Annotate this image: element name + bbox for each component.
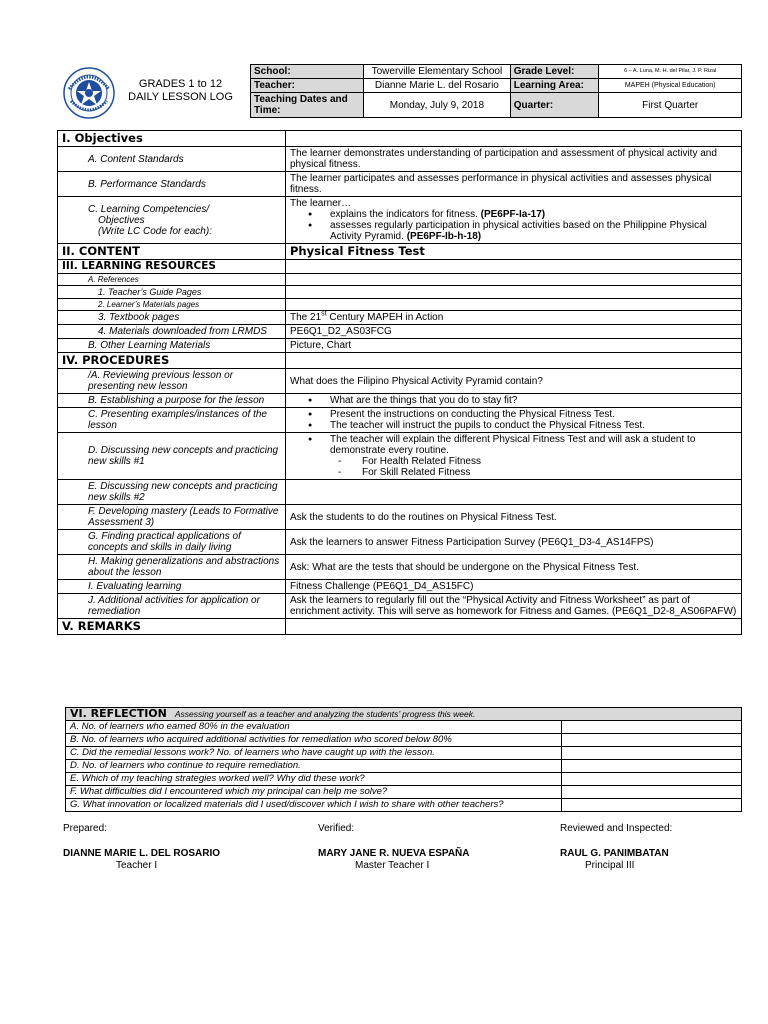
textbook-value (286, 311, 742, 325)
textbook-label: 3. Textbook pages (58, 311, 286, 325)
objectives-heading-row (58, 131, 742, 147)
other-materials-label: B. Other Learning Materials (58, 339, 286, 353)
reviewed-block (560, 823, 672, 871)
area-value: MAPEH (Physical Education) (599, 79, 742, 93)
reflection-note: Assessing yourself as a teacher and analyzing the students’ progress this week. (174, 709, 476, 719)
reflection-item: B. No. of learners who acquired additional activities for remediation who scored below 80% (66, 734, 562, 747)
content-heading: II. CONTENT (58, 244, 286, 260)
verified-block (318, 823, 470, 871)
competency-text: assesses regularly participation in physical activities based on the Philippine Physical Activity Pyramid. (330, 220, 707, 242)
competencies-label (58, 197, 286, 244)
area-label: Learning Area: (510, 79, 599, 93)
reflection-answer (562, 721, 742, 734)
reflection-item: D. No. of learners who continue to require remediation. (66, 760, 562, 773)
proc-d-row (58, 433, 742, 480)
references-row (58, 274, 742, 286)
proc-h-label: H. Making generalizations and abstractions about the lesson (58, 555, 286, 580)
school-label: School: (251, 65, 364, 79)
reflection-answer (562, 734, 742, 747)
objectives-heading: I. Objectives (58, 131, 286, 147)
proc-f-label: F. Developing mastery (Leads to Formative Assessment 3) (58, 505, 286, 530)
teacher-value: Dianne Marie L. del Rosario (364, 79, 511, 93)
reviewed-position: Principal III (585, 860, 635, 871)
reflection-row (66, 799, 742, 812)
competencies-label-line2: Objectives (98, 214, 145, 226)
reflection-item: F. What difficulties did I encountered which my principal can help me solve? (66, 786, 562, 799)
competency-code: (PE6PF-Ia-17) (480, 209, 546, 220)
reflection-answer (562, 747, 742, 760)
reflection-row (66, 721, 742, 734)
proc-j-row (58, 594, 742, 619)
proc-c-value (286, 408, 742, 433)
proc-d-label: D. Discussing new concepts and practicing new skills #1 (58, 433, 286, 480)
prepared-label: Prepared: (63, 823, 107, 834)
quarter-value: First Quarter (599, 93, 742, 118)
log-title-line2: DAILY LESSON LOG (128, 91, 233, 103)
proc-a-row (58, 369, 742, 394)
proc-d-dash-text: For Health Related Fitness (362, 456, 481, 467)
content-standards-row (58, 147, 742, 172)
proc-i-label: I. Evaluating learning (58, 580, 286, 594)
proc-f-value: Ask the students to do the routines on Physical Fitness Test. (286, 505, 742, 530)
proc-a-label: /A. Reviewing previous lesson or presenting new lesson (58, 369, 286, 394)
prepared-block (63, 823, 220, 871)
competencies-label-line1: C. Learning Competencies/ (88, 203, 210, 215)
reflection-table (65, 707, 742, 812)
verified-label: Verified: (318, 823, 355, 834)
log-title (118, 78, 243, 104)
procedures-heading-row (58, 353, 742, 369)
competencies-value (286, 197, 742, 244)
proc-b-label: B. Establishing a purpose for the lesson (58, 394, 286, 408)
resources-heading-row (58, 260, 742, 274)
proc-i-value: Fitness Challenge (PE6Q1_D4_AS15FC) (286, 580, 742, 594)
content-row (58, 244, 742, 260)
tg-pages-row (58, 286, 742, 299)
reflection-row (66, 747, 742, 760)
teacher-label: Teacher: (251, 79, 364, 93)
verified-name: MARY JANE R. NUEVA ESPAÑA (318, 848, 470, 859)
reflection-item: A. No. of learners who earned 80% in the evaluation (66, 721, 562, 734)
school-value: Towerville Elementary School (364, 65, 511, 79)
references-label: A. References (58, 274, 286, 286)
verified-position: Master Teacher I (355, 860, 430, 871)
performance-standards-label: B. Performance Standards (58, 172, 286, 197)
quarter-label: Quarter: (510, 93, 599, 118)
tg-pages-label: 1. Teacher’s Guide Pages (58, 286, 286, 299)
proc-c-item: ● The teacher will instruct the pupils to conduct the Physical Fitness Test. (330, 420, 737, 431)
reviewed-label: Reviewed and Inspected: (560, 823, 673, 834)
proc-h-value: Ask: What are the tests that should be undergone on the Physical Fitness Test. (286, 555, 742, 580)
textbook-row (58, 311, 742, 325)
lrmds-row (58, 325, 742, 339)
reflection-answer (562, 773, 742, 786)
proc-d-dash-item: - For Health Related Fitness (338, 456, 481, 467)
competency-item (330, 209, 737, 220)
reflection-row (66, 760, 742, 773)
reflection-heading (66, 708, 742, 721)
proc-g-label: G. Finding practical applications of concepts and skills in daily living (58, 530, 286, 555)
log-title-line1: GRADES 1 to 12 (138, 78, 223, 90)
lrmds-label: 4. Materials downloaded from LRMDS (58, 325, 286, 339)
proc-g-value: Ask the learners to answer Fitness Participation Survey (PE6Q1_D3-4_AS14FPS) (286, 530, 742, 555)
proc-d-dash-text: For Skill Related Fitness (362, 467, 471, 478)
competencies-intro: The learner… (290, 198, 352, 209)
proc-c-item: ● Present the instructions on conducting the Physical Fitness Test. (330, 409, 737, 420)
proc-g-row (58, 530, 742, 555)
proc-b-row (58, 394, 742, 408)
proc-b-item: ● What are the things that you do to stay fit? (330, 395, 737, 406)
textbook-value-post: Century MAPEH in Action (326, 312, 444, 323)
reflection-item: G. What innovation or localized materials did I used/discover which I wish to share with other teachers? (66, 799, 562, 812)
proc-b-value (286, 394, 742, 408)
resources-heading: III. LEARNING RESOURCES (58, 260, 286, 274)
proc-a-value: What does the Filipino Physical Activity Pyramid contain? (286, 369, 742, 394)
proc-i-row (58, 580, 742, 594)
lrmds-value: PE6Q1_D2_AS03FCG (286, 325, 742, 339)
prepared-name: DIANNE MARIE L. DEL ROSARIO (63, 848, 221, 859)
proc-d-item: ● The teacher will explain the different Physical Fitness Test and will ask a student to demonstrate every routine. (330, 434, 737, 456)
reflection-row (66, 734, 742, 747)
reflection-item: E. Which of my teaching strategies worked well? Why did these work? (66, 773, 562, 786)
remarks-heading: V. REMARKS (58, 619, 286, 635)
competency-text: explains the indicators for fitness. (330, 209, 478, 220)
proc-j-label: J. Additional activities for application or remediation (58, 594, 286, 619)
reflection-item: C. Did the remedial lessons work? No. of learners who have caught up with the lesson. (66, 747, 562, 760)
textbook-value-pre: The 21 (290, 312, 322, 323)
reflection-answer (562, 760, 742, 773)
textbook-value-sup: st (321, 310, 327, 318)
dates-value: Monday, July 9, 2018 (364, 93, 511, 118)
header-table (250, 64, 742, 118)
competency-item (330, 220, 737, 242)
proc-c-label: C. Presenting examples/instances of the lesson (58, 408, 286, 433)
reflection-row (66, 773, 742, 786)
content-value: Physical Fitness Test (286, 244, 742, 260)
proc-d-value (286, 433, 742, 480)
lm-pages-label: 2. Learner’s Materials pages (58, 299, 286, 311)
grade-value: 6 – A. Luna, M. H. del Pilar, J. P. Rizal (599, 65, 742, 79)
reflection-answer (562, 786, 742, 799)
other-materials-value: Picture, Chart (286, 339, 742, 353)
content-standards-value: The learner demonstrates understanding of participation and assessment of physical activity and physical fitness. (286, 147, 742, 172)
deped-seal-logo (63, 67, 115, 119)
proc-e-row (58, 480, 742, 505)
competencies-row (58, 197, 742, 244)
lesson-table (57, 130, 742, 635)
procedures-heading: IV. PROCEDURES (58, 353, 286, 369)
lm-pages-row (58, 299, 742, 311)
prepared-position: Teacher I (116, 860, 158, 871)
competency-code: (PE6PF-Ib-h-18) (406, 231, 482, 242)
reflection-answer (562, 799, 742, 812)
grade-label: Grade Level: (510, 65, 599, 79)
proc-j-value: Ask the learners to regularly fill out the “Physical Activity and Fitness Worksheet” as part of enrichment activity. This will serve as homework for Fitness and Games. (PE6Q1_D2-8_AS06PAFW) (286, 594, 742, 619)
dates-label: Teaching Dates and Time: (251, 93, 364, 118)
proc-d-dash-item: - For Skill Related Fitness (338, 467, 471, 478)
content-standards-label: A. Content Standards (58, 147, 286, 172)
other-materials-row (58, 339, 742, 353)
proc-f-row (58, 505, 742, 530)
performance-standards-row (58, 172, 742, 197)
performance-standards-value: The learner participates and assesses performance in physical activities and assesses physical fitness. (286, 172, 742, 197)
competencies-label-line3: (Write LC Code for each): (98, 225, 212, 237)
reviewed-name: RAUL G. PANIMBATAN (560, 848, 669, 859)
competencies-list (290, 209, 737, 242)
remarks-row (58, 619, 742, 635)
proc-e-label: E. Discussing new concepts and practicing new skills #2 (58, 480, 286, 505)
proc-c-row (58, 408, 742, 433)
reflection-row (66, 786, 742, 799)
reflection-heading-row (66, 708, 742, 721)
reflection-heading-text: VI. REFLECTION (70, 707, 167, 720)
proc-h-row (58, 555, 742, 580)
